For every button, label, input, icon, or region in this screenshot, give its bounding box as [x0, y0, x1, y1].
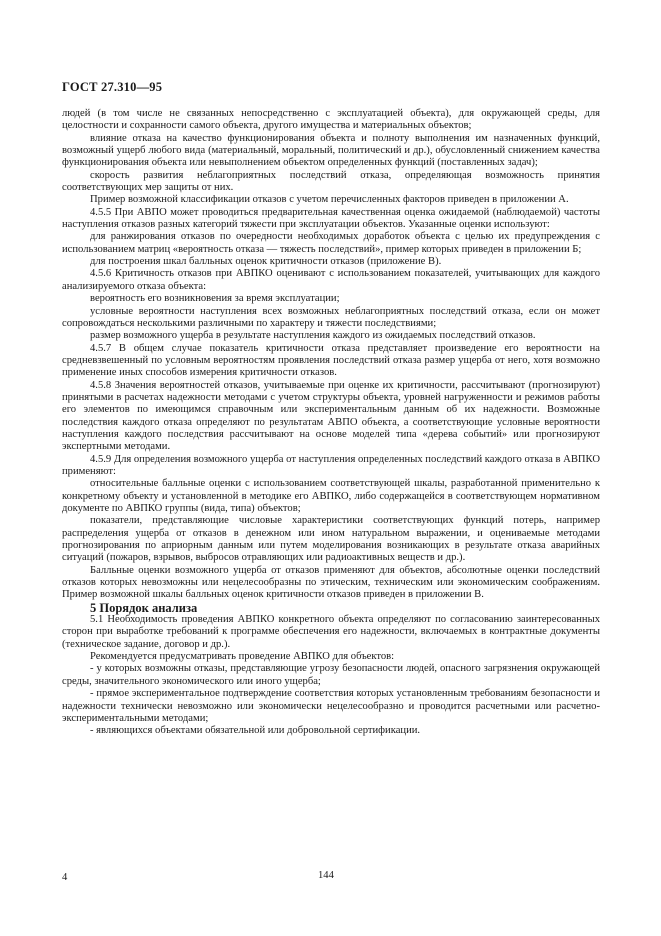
section-heading: 5 Порядок анализа — [90, 600, 198, 615]
paragraph: Балльные оценки возможного ущерба от отказов применяют для объектов, абсолютные оценки последствий отказов которых невозможны или нецелесообразны по этическим, техническим или экономическим соображениям. Пример возможной шкалы балльных оценок критичности отказов приведен в приложении В. — [62, 564, 600, 601]
paragraph: показатели, представляющие числовые характеристики соответствующих функций потерь, например распределения ущерба от отказов в денежном или ином натуральном выражении, и оцениваемые методами прогнозирования по априорным данным или путем моделирования возникающих в результате отказа аварийных ситуаций (пожаров, взрывов, выбросов отравляющих или радиоактивных веществ и др.). — [62, 515, 600, 564]
paragraph: относительные балльные оценки с использованием соответствующей шкалы, разработанной применительно к конкретному объекту и установленной в методике его АВПКО, либо содержащейся в соответствующем нормативном документе по АВПКО группы (вида, типа) объектов; — [62, 478, 600, 514]
paragraph: размер возможного ущерба в результате наступления каждого из ожидаемых последствий отказов. — [90, 330, 536, 342]
body-text — [62, 108, 600, 738]
paragraph: 4.5.9 Для определения возможного ущерба от наступления определенных последствий каждого отказа в АВПКО применяют: — [62, 453, 600, 477]
paragraph: - являющихся объектами обязательной или добровольной сертификации. — [90, 725, 421, 737]
paragraph: людей (в том числе не связанных непосредственно с эксплуатацией объекта), для окружающей среды, для целостности и сохранности самого объекта, другого имущества и материальных объектов; — [62, 108, 600, 132]
paragraph: 5.1 Необходимость проведения АВПКО конкретного объекта определяют по согласованию заинтересованных сторон при выработке требований к программе обеспечения его надежности, включаемых в контрактные документы (техническое задание, договор и др.). — [62, 614, 600, 650]
sheet-number: 144 — [318, 870, 334, 881]
paragraph: для ранжирования отказов по очередности необходимых доработок объекта с целью их предупреждения с использованием матриц «вероятность отказа — тяжесть последствий», пример которых приведен в приложении Б; — [62, 231, 600, 255]
paragraph: скорость развития неблагоприятных последствий отказа, определяющая возможность принятия соответствующих мер защиты от них. — [62, 169, 600, 194]
paragraph: 4.5.8 Значения вероятностей отказов, учитываемые при оценке их критичности, рассчитывают (прогнозируют) принятыми в расчетах надежности методами с учетом структуры объекта, уровней нагруженности и режимов работы его элементов по имеющимся справочным или экспериментальным данным об их надежности. Возможные последствия каждого отказа определяют по результатам АВПО объекта, а соответствующие условные вероятности наступления каждого последствия рассчитывают на основе моделей типа «дерева событий» или прогнозируют экспертными методами. — [62, 379, 600, 453]
paragraph: - прямое экспериментальное подтверждение соответствия которых установленным требованиям безопасности и надежности технически невозможно или экономически нецелесообразно и проводится расчетными или расчетно-экспериментальными методами; — [62, 688, 600, 724]
paragraph: условные вероятности наступления всех возможных неблагоприятных последствий отказа, если он может сопровождаться несколькими различными по характеру и тяжести последствиями; — [62, 305, 600, 329]
page-number: 4 — [62, 872, 68, 883]
paragraph: Пример возможной классификации отказов с учетом перечисленных факторов приведен в приложении А. — [90, 194, 569, 206]
document-header: ГОСТ 27.310—95 — [62, 80, 163, 94]
paragraph: для построения шкал балльных оценок критичности отказов (приложение В). — [90, 256, 442, 268]
paragraph: 4.5.5 При АВПО может проводиться предварительная качественная оценка ожидаемой (наблюдаемой) частоты наступления отказов разных категорий тяжести при эксплуатации объектов. Указанные оценки используют: — [62, 206, 600, 231]
paragraph: - у которых возможны отказы, представляющие угрозу безопасности людей, опасного загрязнения окружающей среды, значительного экономического или иного ущерба; — [62, 663, 600, 687]
paragraph: Рекомендуется предусматривать проведение АВПКО для объектов: — [90, 651, 395, 663]
paragraph: 4.5.6 Критичность отказов при АВПКО оценивают с использованием показателей, учитывающих для каждого анализируемого отказа объекта: — [62, 268, 600, 292]
paragraph: 4.5.7 В общем случае показатель критичности отказа представляет произведение его вероятности на средневзвешенный по условным вероятностям проявления последствий отказа размер ущерба от него, хотя возможно применение иных способов измерения критичности отказов. — [62, 342, 600, 379]
paragraph: влияние отказа на качество функционирования объекта и полноту выполнения им назначенных функций, возможный ущерб любого вида (материальный, моральный, политический и др.), обусловленный снижением качества функционирования объекта или невыполнением объектом определенных функций (поставленных задач); — [62, 132, 600, 169]
paragraph: вероятность его возникновения за время эксплуатации; — [90, 293, 340, 305]
